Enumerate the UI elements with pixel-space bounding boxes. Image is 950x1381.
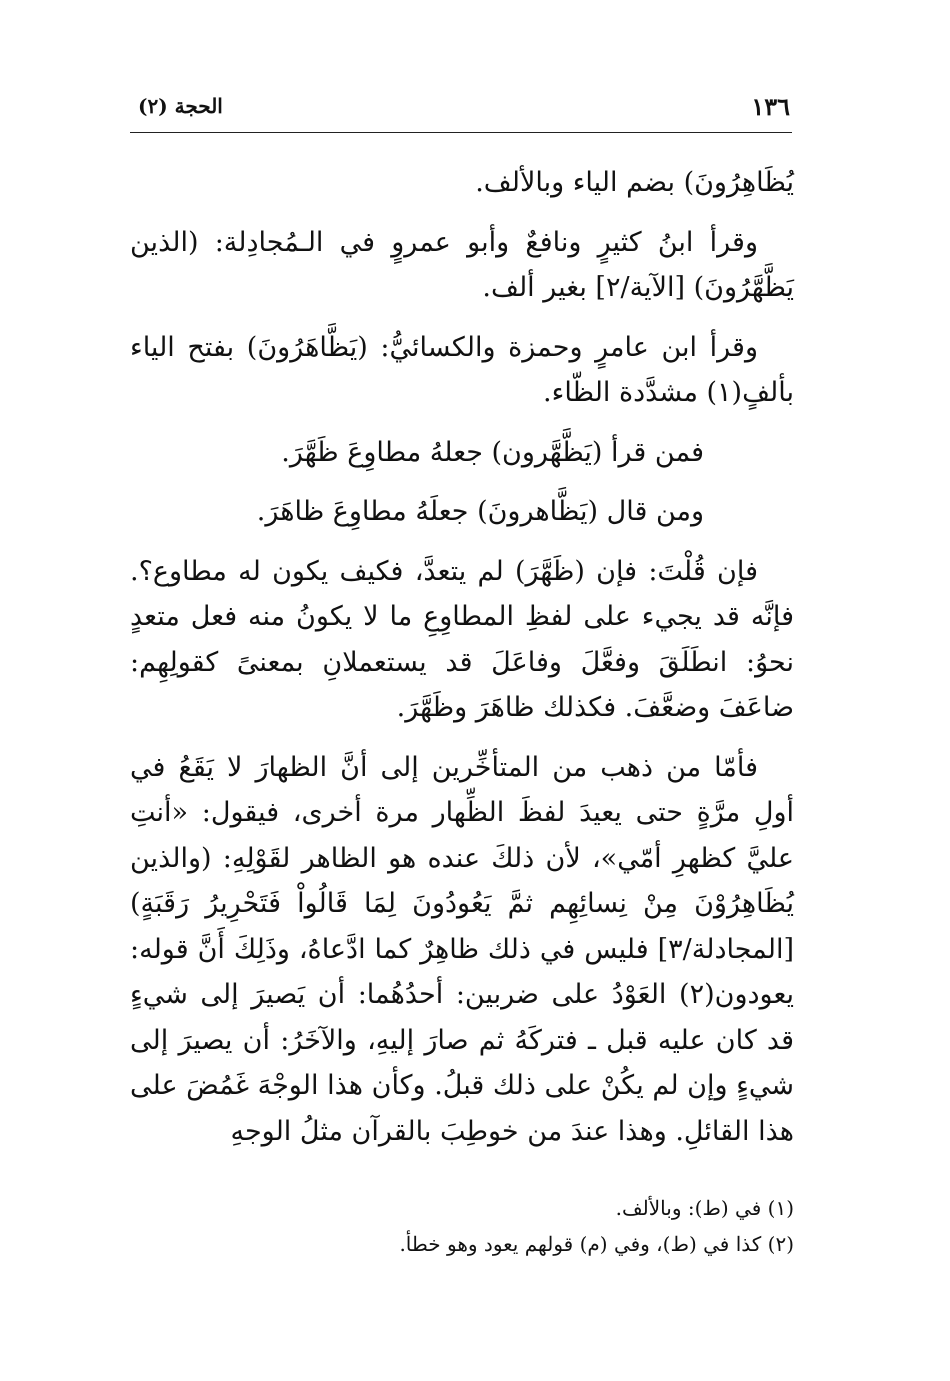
footnote-1: (١) في (ط): وبالألف. bbox=[615, 1196, 794, 1220]
page-header bbox=[130, 92, 790, 126]
paragraph-2: وقرأ ابنُ كثيرٍ ونافعٌ وأبو عمروٍ في الـمُجادِلة: (الذين يَظَّهَّرُونَ) [الآية/٢] بغير ألف. bbox=[130, 226, 794, 303]
page-body bbox=[130, 160, 794, 1168]
page-number: ١٣٦ bbox=[751, 92, 790, 121]
footnote-2: (٢) كذا في (ط)، وفي (م) قولهم يعود وهو خطأ. bbox=[399, 1232, 794, 1256]
paragraph-5: ومن قال (يَظَّاهرونَ) جعلَهُ مطاوِعَ ظاهَرَ. bbox=[256, 496, 704, 527]
paragraph-6: فإن قُلْتَ: فإن (ظَهَّرَ) لم يتعدَّ، فكيف يكون له مطاوع؟. فإنَّه قد يجيء على لفظِ المطاوِعِ ما لا يكونُ منه فعل متعدٍ نحوُ: انطَلَقَ وفعَّلَ وفاعَلَ قد يستعملانِ بمعنىً كقولِهِم: ضاعَفَ وضعَّفَ. فكذلك ظاهَرَ وظَهَّرَ. bbox=[130, 555, 794, 723]
paragraph-3: وقرأ ابن عامرٍ وحمزة والكسائيُّ: (يَظَّاهَرُونَ) بفتح الياء بألفٍ(١) مشدَّدة الظّاء. bbox=[130, 331, 794, 408]
paragraph-4: فمن قرأ (يَظَّهَّرون) جعلهُ مطاوِعَ ظَهَّرَ. bbox=[281, 436, 704, 468]
header-rule bbox=[130, 132, 792, 133]
footnotes bbox=[130, 1190, 794, 1262]
running-title: الحجة (٢) bbox=[138, 94, 223, 118]
paragraph-7: فأمّا من ذهب من المتأخِّرين إلى أنَّ الظهارَ لا يَقَعُ في أولِ مرَّةٍ حتى يعيدَ لفظَ الظِّهار مرة أخرى، فيقول: «أنتِ عليَّ كظهرِ أمّي»، لأن ذلكَ عنده هو الظاهر لقَوْلِهِ: (والذين يُظَاهِرُوْنَ مِنْ نِسائِهِم ثمَّ يَعُودُونَ لِمَا قَالُواْ فَتَحْرِيرُ رَقَبَةٍ) [المجادلة/٣] فليس في ذلك ظاهِرٌ كما ادَّعاهُ، وذَلِكَ أَنَّ قوله: يعودون(٢) العَوْدُ على ضربين: أحدُهُما: أن يَصيرَ إلى شيءٍ قد كان عليه قبل ـ فتركَهُ ثم صارَ إليهِ، والآخَرُ: أن يصيرَ إلى شيءٍ وإن لم يكُنْ على ذلك قبلُ. وكأن هذا الوجْهَ غَمُضَ على هذا القائلِ. وهذا عندَ من خوطِبَ بالقرآن مثلُ الوجهِ bbox=[130, 751, 794, 1147]
paragraph-1: يُظَاهِرُونَ) بضم الياء وبالألف. bbox=[475, 167, 794, 198]
